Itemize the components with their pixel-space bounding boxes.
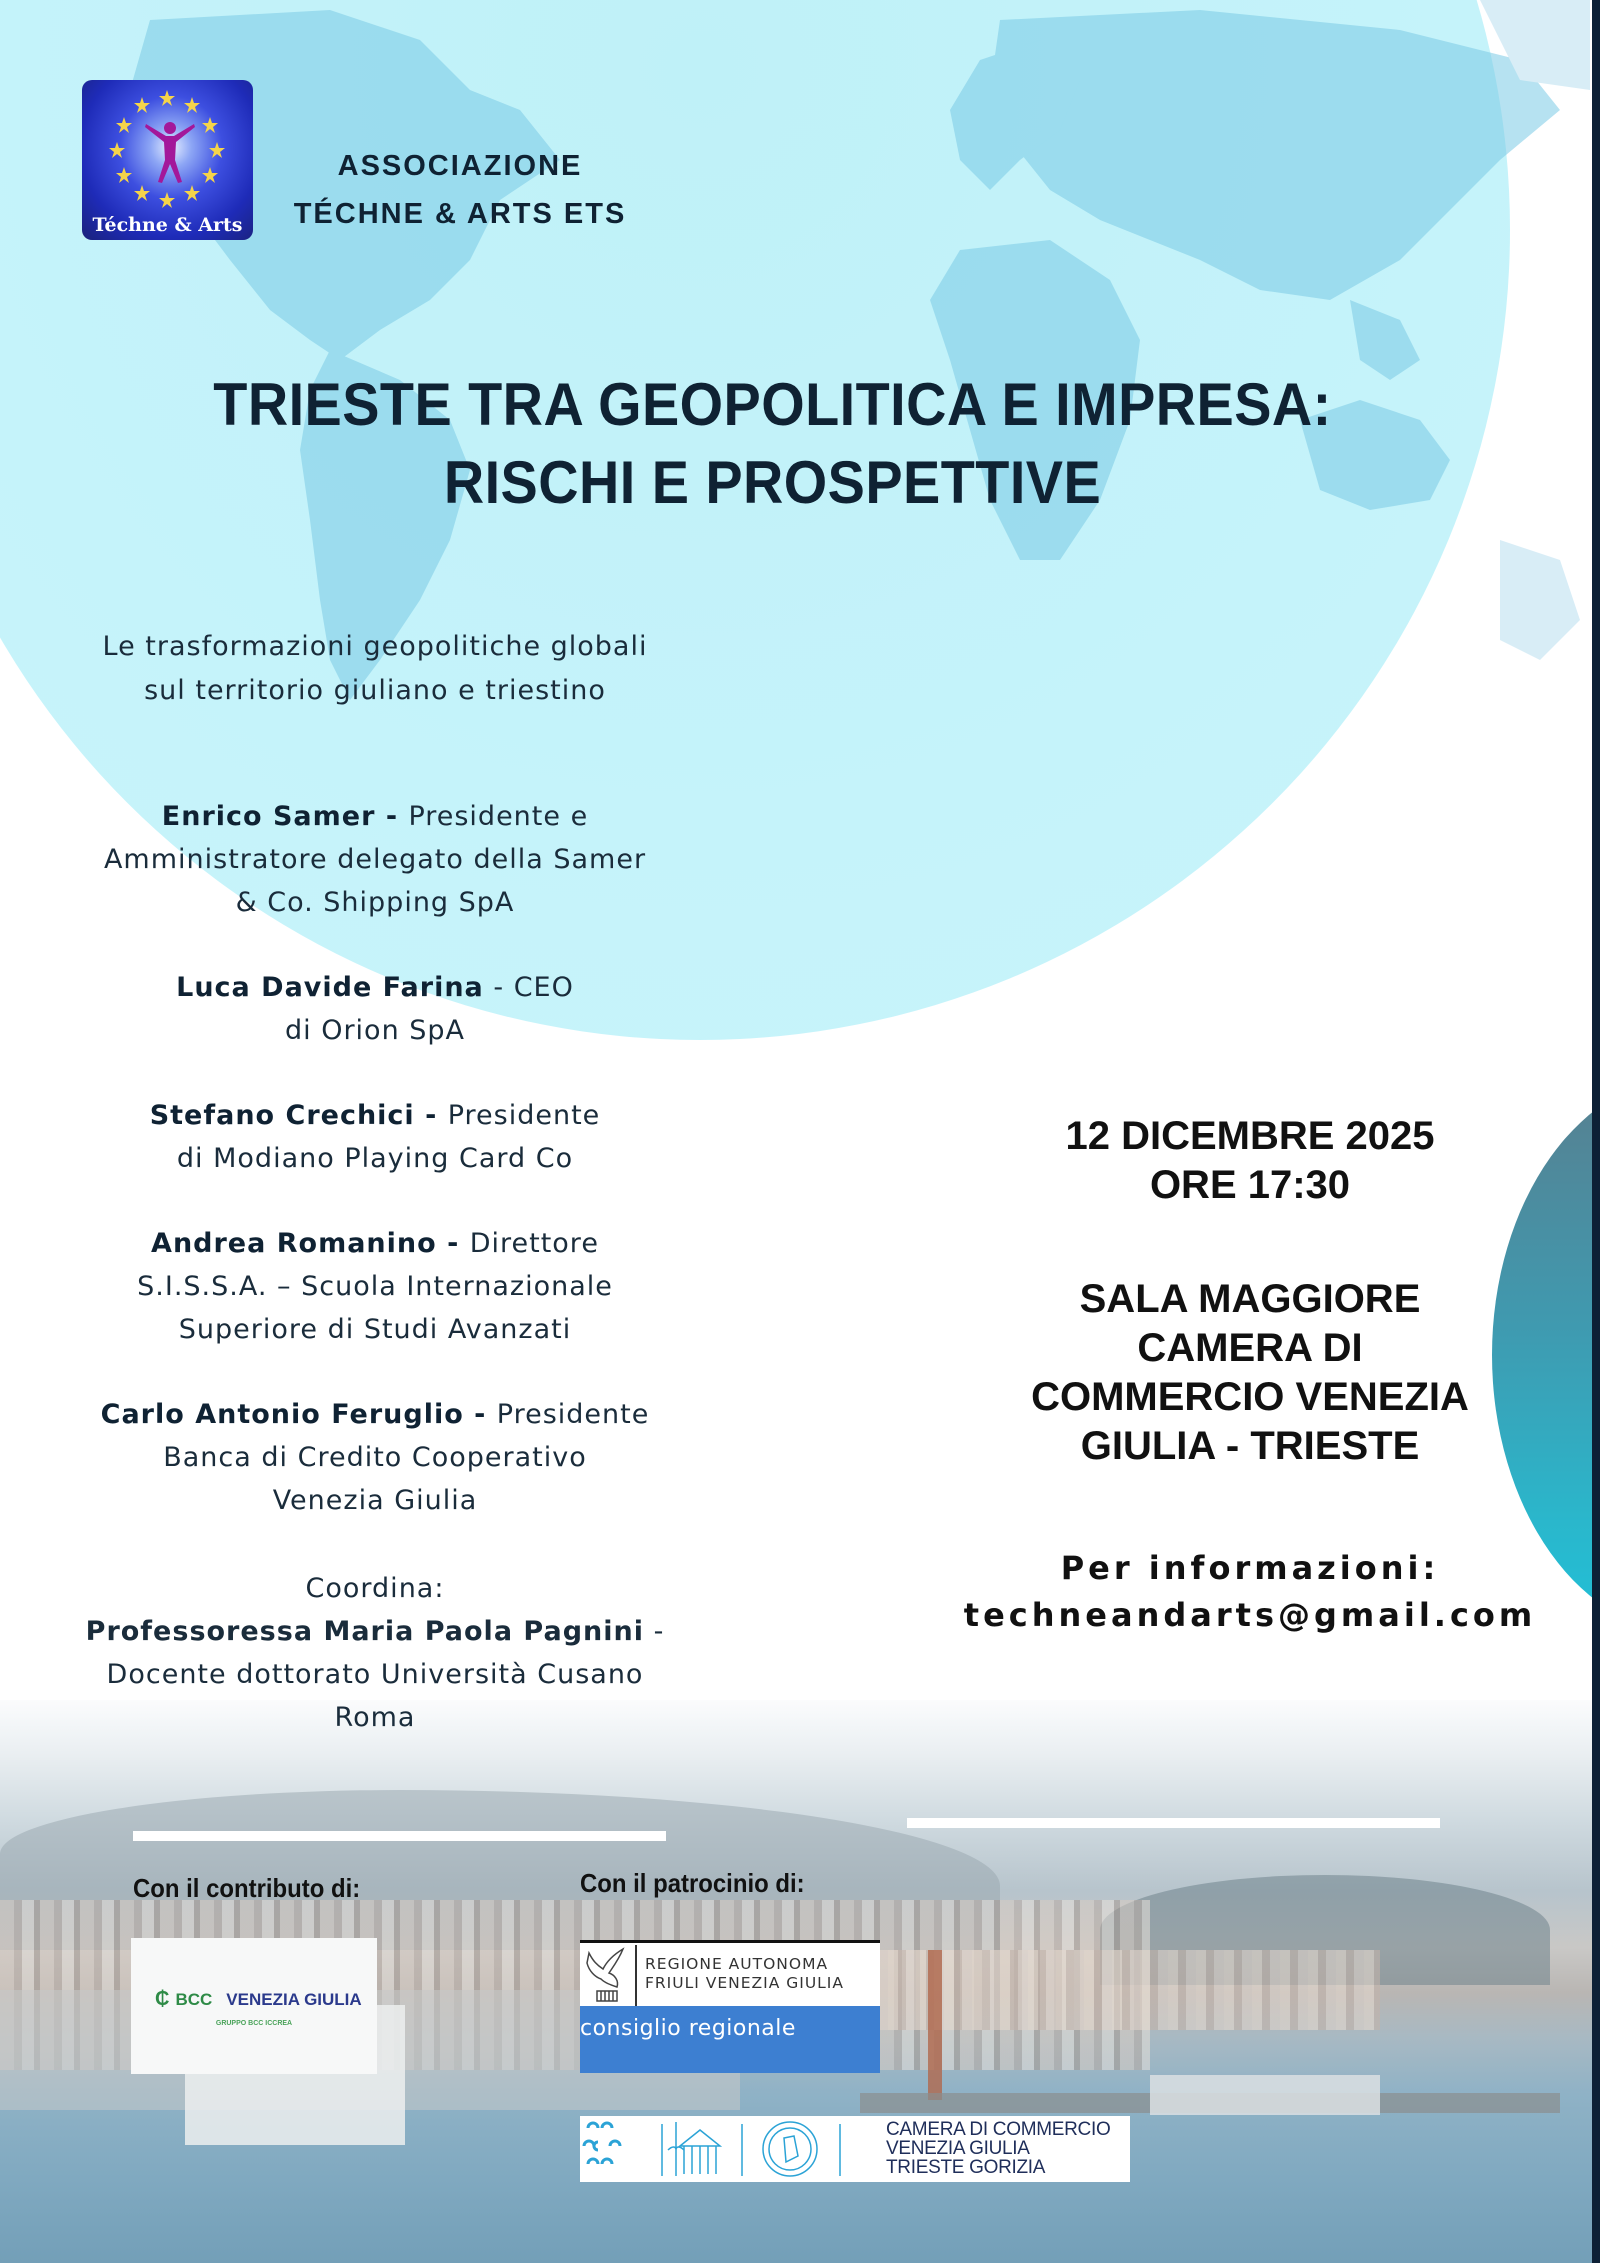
coordinator-role: Roma: [334, 1702, 416, 1733]
speaker-name: Enrico Samer: [161, 801, 376, 832]
speaker-role: Presidente: [496, 1399, 650, 1430]
speaker-name: Luca Davide Farina: [176, 972, 484, 1003]
speaker-item: Enrico Samer - Presidente e Amministratore delegato della Samer & Co. Shipping SpA: [55, 795, 695, 924]
regione-fvg-logo: REGIONE AUTONOMA FRIULI VENEZIA GIULIA consiglio regionale: [580, 1940, 880, 2073]
speaker-role: Amministratore delegato della Samer: [103, 844, 647, 875]
speaker-role: Superiore di Studi Avanzati: [178, 1314, 572, 1345]
event-subtitle: [55, 625, 695, 713]
event-datetime: [990, 1112, 1510, 1210]
speaker-role: di Modiano Playing Card Co: [176, 1143, 574, 1174]
speaker-role: CEO: [513, 972, 574, 1003]
association-line1: ASSOCIAZIONE: [337, 150, 583, 182]
right-edge-strip: [1592, 0, 1600, 2263]
title-line2: RISCHI E PROSPETTIVE: [443, 449, 1102, 516]
logo-caption: Téchne & Arts: [92, 214, 243, 236]
association-name: [280, 142, 640, 238]
bcc-mark-icon: ₵: [155, 1988, 170, 2010]
contribution-label: Con il contributo di:: [133, 1873, 361, 1903]
info-label: Per informazioni:: [1060, 1549, 1440, 1587]
event-time: ORE 17:30: [1149, 1163, 1351, 1207]
speaker-role: di Orion SpA: [284, 1015, 466, 1046]
association-line2: TÉCHNE & ARTS ETS: [293, 198, 627, 230]
event-venue: SALA MAGGIORE CAMERA DI COMMERCIO VENEZIA GIULIA - TRIESTE: [1031, 1277, 1469, 1468]
patronage-label: Con il patrocinio di:: [580, 1868, 805, 1898]
speaker-name: Andrea Romanino: [151, 1228, 437, 1259]
speaker-role: Presidente: [447, 1100, 601, 1131]
divider-right: [907, 1818, 1440, 1828]
coordinator-role: Docente dottorato Università Cusano: [106, 1659, 644, 1690]
speaker-item: Stefano Crechici - Presidente di Modiano Playing Card Co: [55, 1094, 695, 1180]
speaker-role: & Co. Shipping SpA: [235, 887, 515, 918]
speaker-role: Presidente e: [408, 801, 589, 832]
contact-info: [960, 1545, 1540, 1639]
coordinator-block: Coordina: Professoressa Maria Paola Pagnini - Docente dottorato Università Cusano Roma: [55, 1567, 695, 1739]
event-title: [184, 366, 1360, 522]
speaker-name: Carlo Antonio Feruglio: [100, 1399, 464, 1430]
speakers-list: [55, 795, 695, 1564]
eagle-icon: [583, 1947, 631, 2005]
subtitle-line1: Le trasformazioni geopolitiche globali: [102, 631, 648, 662]
speaker-role: Venezia Giulia: [272, 1485, 478, 1516]
contact-email[interactable]: techneandarts@gmail.com: [963, 1596, 1537, 1634]
speaker-role: Banca di Credito Cooperativo: [163, 1442, 587, 1473]
techne-arts-logo: [82, 80, 253, 240]
title-line1: TRIESTE TRA GEOPOLITICA E IMPRESA:: [213, 371, 1332, 438]
subtitle-line2: sul territorio giuliano e triestino: [144, 675, 606, 706]
divider-left: [133, 1831, 666, 1841]
bcc-logo: ₵ BCC VENEZIA GIULIA GRUPPO BCC ICCREA: [131, 1938, 377, 2074]
speaker-role: S.I.S.S.A. – Scuola Internazionale: [137, 1271, 613, 1302]
coordinator-label: Coordina:: [305, 1573, 445, 1604]
speaker-item: Luca Davide Farina - CEO di Orion SpA: [55, 966, 695, 1052]
speaker-role: Direttore: [469, 1228, 599, 1259]
speaker-item: Andrea Romanino - Direttore S.I.S.S.A. – Scuola Internazionale Superiore di Studi Avanzati: [55, 1222, 695, 1351]
speaker-name: Stefano Crechici: [149, 1100, 415, 1131]
coordinator-name: Professoressa Maria Paola Pagnini: [85, 1616, 644, 1647]
consiglio-regionale-band: consiglio regionale: [580, 2006, 880, 2073]
camera-commercio-logo: CAMERA DI COMMERCIO VENEZIA GIULIA TRIESTE GORIZIA: [580, 2116, 1130, 2182]
speaker-item: Carlo Antonio Feruglio - Presidente Banca di Credito Cooperativo Venezia Giulia: [55, 1393, 695, 1522]
chamber-emblems-icon: [580, 2116, 860, 2182]
event-date: 12 DICEMBRE 2025: [1065, 1114, 1435, 1158]
